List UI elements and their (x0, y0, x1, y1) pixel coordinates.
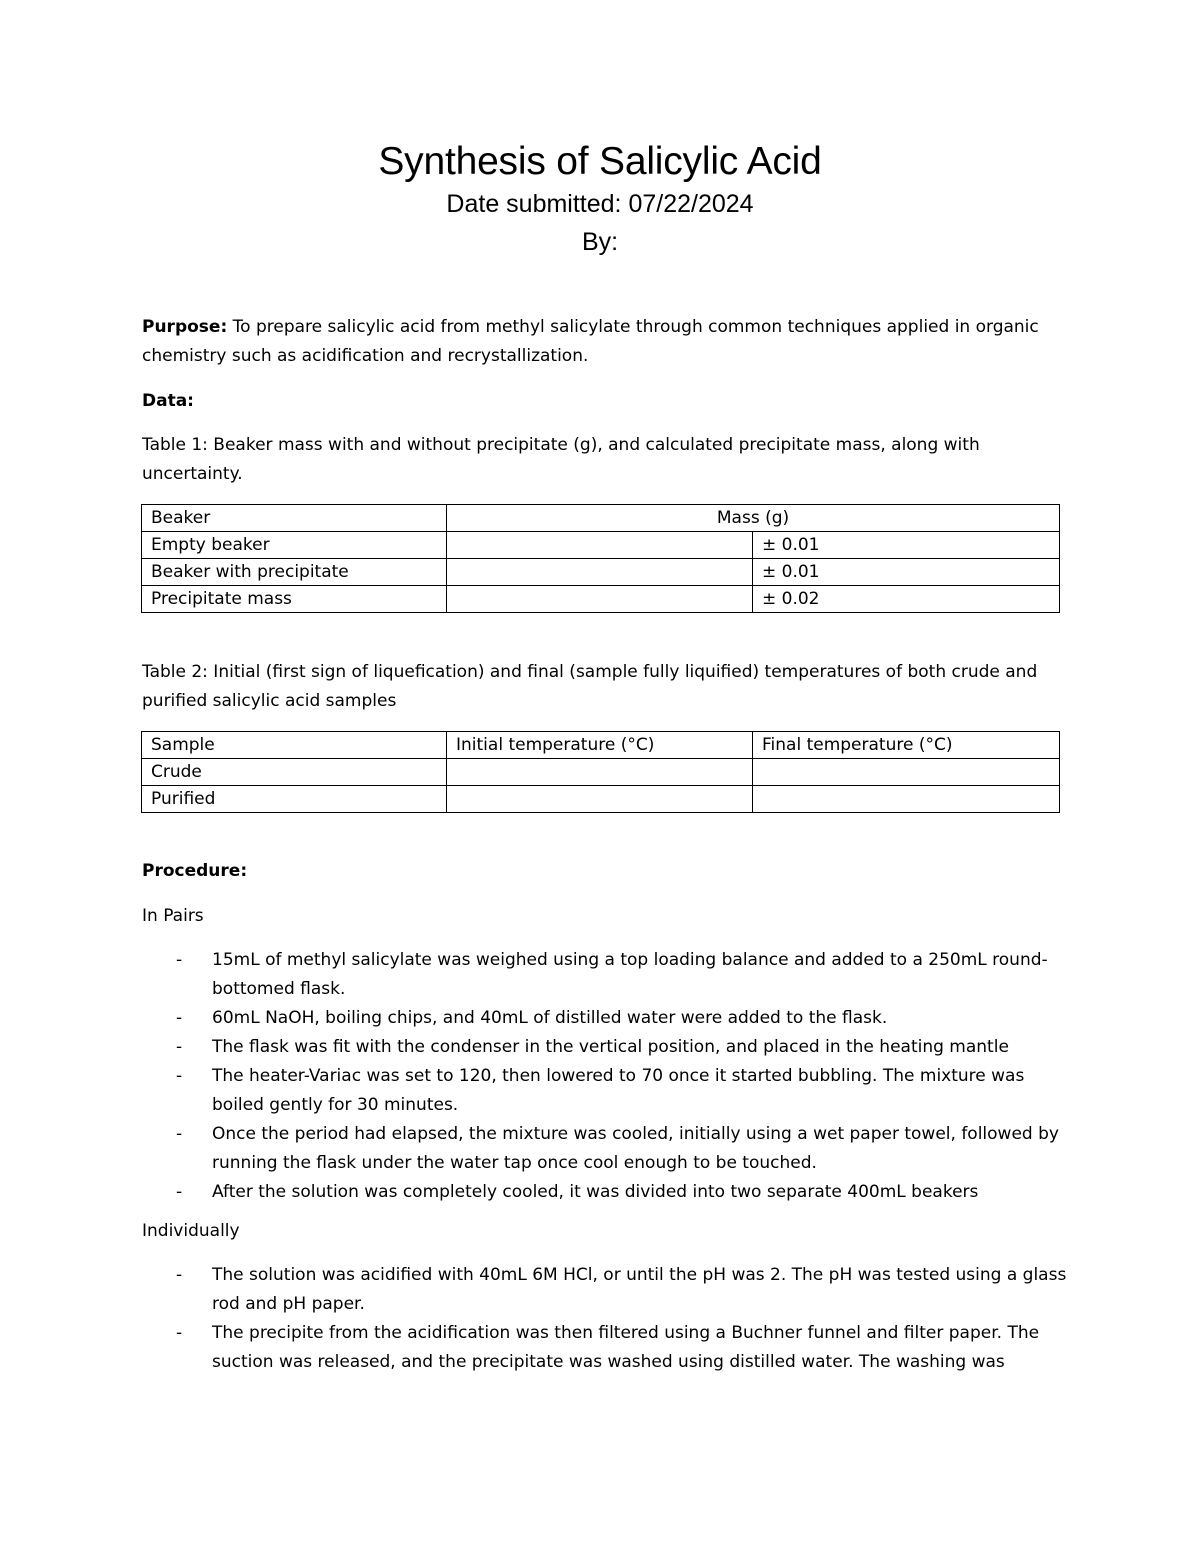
bullet-dash: - (176, 1008, 183, 1028)
table-cell (447, 759, 753, 786)
table-row (142, 759, 1060, 786)
table-cell (753, 759, 1060, 786)
list-item (142, 1062, 1072, 1120)
table-header-cell: Final temperature (°C) (753, 732, 1060, 759)
table-melting-temperatures (141, 731, 1060, 813)
table-cell: Empty beaker (142, 532, 447, 559)
table-beaker-mass (141, 504, 1060, 613)
table2-caption: Table 2: Initial (first sign of liquefication) and final (sample fully liquified) temperatures of both crude and purified salicylic acid samples (142, 662, 1038, 711)
table-row (142, 786, 1060, 813)
table-cell: ± 0.01 (753, 532, 1060, 559)
bullet-dash: - (176, 1124, 183, 1144)
in-pairs-steps (142, 946, 1072, 1207)
table-header-cell: Mass (g) (447, 505, 1060, 532)
list-item (142, 1004, 1072, 1033)
list-item (142, 1261, 1072, 1319)
document-title: Synthesis of Salicylic Acid (378, 140, 822, 183)
bullet-dash: - (176, 1066, 183, 1086)
step-text: The precipite from the acidification was then filtered using a Buchner funnel and filter paper. The suction was released, and the precipitate was washed using distilled water. The washing was (212, 1323, 1040, 1372)
table-cell (447, 532, 753, 559)
table-cell (447, 586, 753, 613)
purpose-label: Purpose: (142, 317, 228, 337)
table-cell (447, 559, 753, 586)
list-item (142, 1120, 1072, 1178)
step-text: Once the period had elapsed, the mixture was cooled, initially using a wet paper towel, followed by running the flask under the water tap once cool enough to be touched. (212, 1124, 1059, 1173)
bullet-dash: - (176, 1323, 183, 1343)
procedure-heading: Procedure: (142, 861, 248, 881)
table-header-cell: Beaker (142, 505, 447, 532)
step-text: The solution was acidified with 40mL 6M HCl, or until the pH was 2. The pH was tested using a glass rod and pH paper. (212, 1265, 1067, 1314)
step-text: The flask was fit with the condenser in the vertical position, and placed in the heating mantle (212, 1037, 1009, 1057)
bullet-dash: - (176, 1265, 183, 1285)
individually-steps (142, 1261, 1072, 1377)
in-pairs-heading: In Pairs (142, 906, 204, 926)
table-row (142, 586, 1060, 613)
list-item (142, 1033, 1072, 1062)
date-submitted: Date submitted: 07/22/2024 (446, 190, 754, 218)
bullet-dash: - (176, 1037, 183, 1057)
step-text: 15mL of methyl salicylate was weighed using a top loading balance and added to a 250mL round-bottomed flask. (212, 950, 1048, 999)
bullet-dash: - (176, 1182, 183, 1202)
step-text: 60mL NaOH, boiling chips, and 40mL of distilled water were added to the flask. (212, 1008, 888, 1028)
table-header-cell: Initial temperature (°C) (447, 732, 753, 759)
table-cell: ± 0.02 (753, 586, 1060, 613)
list-item (142, 1319, 1072, 1377)
table-header-row (142, 732, 1060, 759)
list-item (142, 946, 1072, 1004)
purpose-text: To prepare salicylic acid from methyl salicylate through common techniques applied in organic chemistry such as acidification and recrystallization. (142, 317, 1039, 366)
table-cell (447, 786, 753, 813)
table-row (142, 559, 1060, 586)
table-cell (753, 786, 1060, 813)
table-cell: Precipitate mass (142, 586, 447, 613)
data-heading: Data: (142, 391, 194, 411)
list-item (142, 1178, 1072, 1207)
step-text: After the solution was completely cooled, it was divided into two separate 400mL beakers (212, 1182, 979, 1202)
purpose-paragraph (142, 313, 1062, 371)
individually-heading: Individually (142, 1221, 240, 1241)
table-cell: Purified (142, 786, 447, 813)
table-header-row (142, 505, 1060, 532)
bullet-dash: - (176, 950, 183, 970)
table1-caption: Table 1: Beaker mass with and without precipitate (g), and calculated precipitate mass, along with uncertainty. (142, 435, 980, 484)
table-row (142, 532, 1060, 559)
table-cell: ± 0.01 (753, 559, 1060, 586)
table-cell: Crude (142, 759, 447, 786)
step-text: The heater-Variac was set to 120, then lowered to 70 once it started bubbling. The mixture was boiled gently for 30 minutes. (212, 1066, 1025, 1115)
author-line: By: (581, 228, 619, 256)
table-cell: Beaker with precipitate (142, 559, 447, 586)
table-header-cell: Sample (142, 732, 447, 759)
